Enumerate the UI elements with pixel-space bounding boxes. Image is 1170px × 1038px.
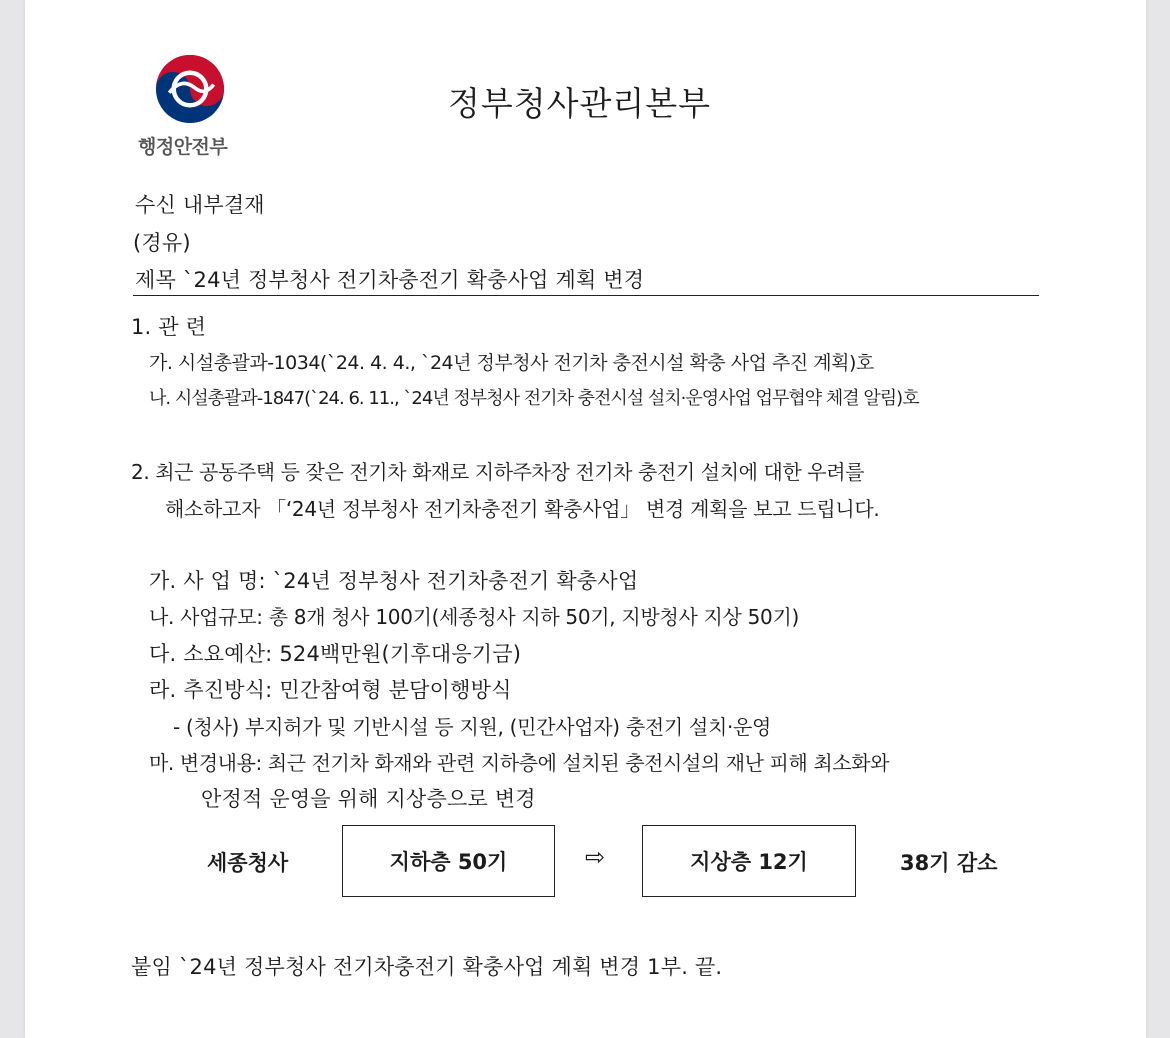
section2-line2: 해소하고자 「‘24년 정부청사 전기차충전기 확충사업」 변경 계획을 보고 드립니다. — [165, 497, 880, 521]
document-page — [25, 0, 1146, 1038]
before-value: 지하층 50기 — [389, 850, 508, 874]
org-title: 정부청사관리본부 — [448, 84, 712, 123]
recipient-line: 수신 내부결재 — [135, 193, 265, 217]
change-result: 38기 감소 — [900, 851, 998, 875]
section1-item-ga: 가. 시설총괄과-1034(`24. 4. 4., `24년 정부청사 전기차 충전시설 확충 사업 추진 계획)호 — [149, 352, 874, 374]
subject-divider — [133, 295, 1039, 296]
section2-item-ma-cont: 안정적 운영을 위해 지상층으로 변경 — [201, 787, 536, 811]
right-arrow-icon: ⇨ — [585, 843, 606, 871]
after-box — [642, 825, 856, 897]
after-value: 지상층 12기 — [690, 850, 808, 874]
taegeuk-logo-icon — [153, 52, 227, 126]
before-box — [342, 825, 555, 897]
section2-item-ra: 라. 추진방식: 민간참여형 분담이행방식 — [149, 678, 512, 702]
attachment-line: 붙임 `24년 정부청사 전기차충전기 확충사업 계획 변경 1부. 끝. — [131, 955, 723, 979]
section2-item-na: 나. 사업규모: 총 8개 청사 100기(세종청사 지하 50기, 지방청사 지상 50기) — [149, 605, 800, 629]
section2-item-ma: 마. 변경내용: 최근 전기차 화재와 관련 지하층에 설치된 충전시설의 재난 피해 최소화와 — [149, 751, 890, 775]
via-line: (경유) — [133, 231, 191, 255]
subject-line: 제목 `24년 정부청사 전기차충전기 확충사업 계획 변경 — [135, 268, 645, 292]
change-site-label: 세종청사 — [207, 851, 289, 875]
section2-item-da: 다. 소요예산: 524백만원(기후대응기금) — [149, 642, 522, 666]
section2-line1: 2. 최근 공동주택 등 잦은 전기차 화재로 지하주차장 전기차 충전기 설치에 대한 우려를 — [131, 460, 865, 484]
section2-item-ra-detail: - (청사) 부지허가 및 기반시설 등 지원, (민간사업자) 충전기 설치·운영 — [173, 715, 772, 739]
section1-item-na: 나. 시설총괄과-1847(`24. 6. 11., `24년 정부청사 전기차 충전시설 설치·운영사업 업무협약 체결 알림)호 — [149, 388, 919, 409]
section2-item-ga: 가. 사 업 명: `24년 정부청사 전기차충전기 확충사업 — [149, 569, 639, 593]
section1-heading: 1. 관 련 — [131, 315, 207, 339]
ministry-name: 행정안전부 — [138, 136, 228, 158]
